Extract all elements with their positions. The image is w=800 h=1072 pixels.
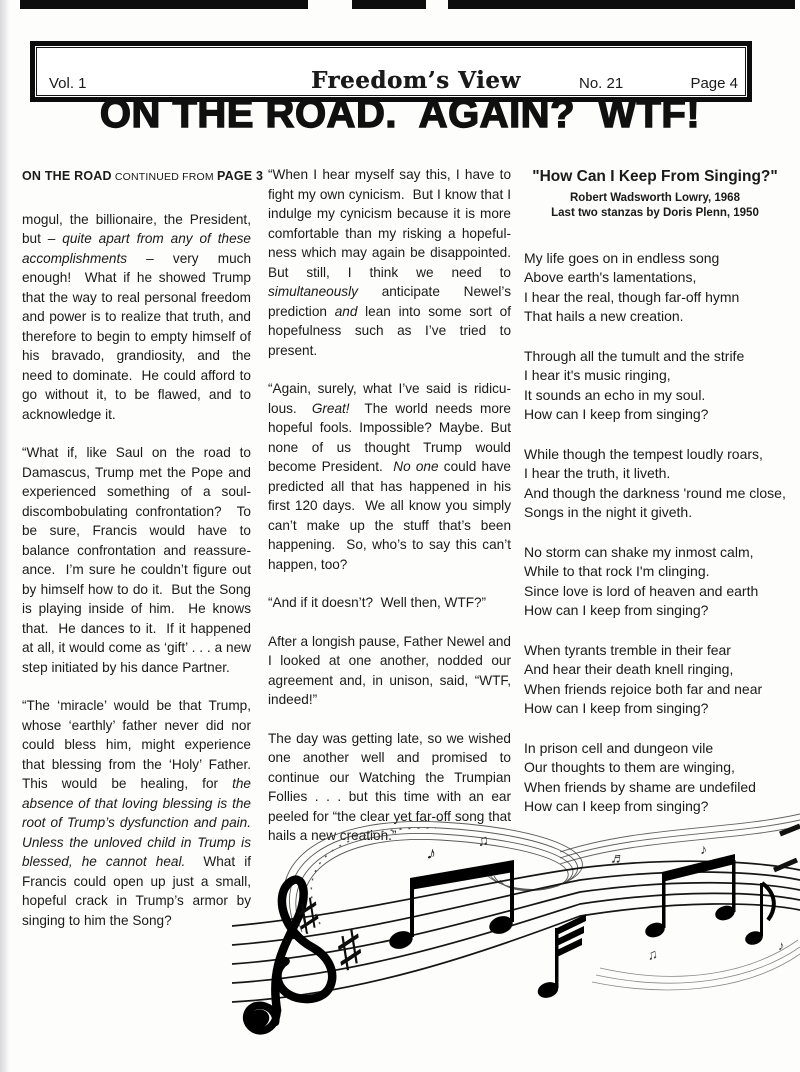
beamed-notes-icon: ♫ [645, 945, 659, 963]
text-run: What if Francis could open up just a small, hopeful crack in Trump’s armor by singing to him the Song? [22, 854, 255, 928]
text-run: The day was getting late, so we wished one another well and promised to continue our Watching the Trumpian Follies . . . but this time with an ear peeled for “the clear yet far-off song that hails a new creation.” [268, 730, 515, 843]
text-run: mogul, the billionaire, the President, but – [22, 211, 255, 246]
music-staff-flourish [180, 808, 800, 1070]
scan-artifact-strip [448, 0, 795, 9]
text-run: “Again, surely, what I’ve said is ridicu-lous. [268, 381, 511, 416]
poem-line: When tyrants tremble in their fear [524, 641, 731, 658]
poem-stanza [524, 739, 786, 817]
treble-clef-icon [245, 880, 332, 1032]
paragraph [22, 210, 255, 425]
issue-label: No. 21 [579, 75, 624, 92]
poem-line: I hear the truth, it liveth. [524, 465, 671, 481]
continuation-article-title: ON THE ROAD [22, 169, 112, 183]
sharp-icon: ♯ [333, 920, 366, 977]
poem-line: Through all the tumult and the strife [524, 347, 745, 364]
continuation-note [22, 167, 264, 188]
eighth-note-icon [536, 914, 586, 1000]
text-run: could have predicted all that has happened in his first 120 days. We all know you simply can’t make up the stuff that’s been happening. So, who’s to say this can’t happen, too? [268, 459, 515, 572]
poem-line: I hear it's music ringing, [524, 367, 671, 383]
text-run: After a longish pause, Father Newel and I looked at one another, nodded our agreement and, in unison, said, “WTF, indeed!” [268, 633, 515, 707]
paragraph [268, 632, 515, 710]
scan-artifact-strip [20, 0, 308, 9]
staff-dotted-accent [311, 828, 439, 924]
text-run: – very much enough! What if he showed Trump that the way to real personal freedom and power is to realize that truth, and therefore to begin to empty himself of his bravado, grandiosity, and the need to dominate. He could afford to go without it, to be flawed, and to acknowledge it. [22, 250, 255, 422]
text-run: “The ‘miracle’ would be that Trump, whose ‘earthly’ father never did nor could bless him, might experience that blessing from the ‘Holy’ Father. This would be healing, for [22, 698, 259, 791]
text-run-italic: No one [393, 459, 439, 474]
poem-line: My life goes on in endless song [524, 249, 720, 266]
poem-line: It sounds an echo in my soul. [524, 386, 706, 403]
poem-stanza [524, 543, 786, 621]
volume-label: Vol. 1 [49, 75, 87, 92]
poem-line: Songs in the night it giveth. [524, 504, 693, 520]
staff-swirl-lower [592, 940, 800, 990]
poem-author: Robert Wadsworth Lowry, 1968 [570, 191, 740, 204]
poem-line: How can I keep from singing? [524, 798, 709, 814]
poem-line: In prison cell and dungeon vile [524, 739, 714, 756]
poem-author-note: Last two stanzas by Doris Plenn, 1950 [551, 207, 759, 219]
headline: ON THE ROAD. AGAIN? WTF! [99, 92, 701, 136]
poem-stanza [524, 347, 786, 425]
poem-line: No storm can shake my inmost calm, [524, 543, 754, 560]
poem-stanza [524, 445, 786, 523]
poem-line: When friends rejoice both far and near [524, 680, 763, 697]
poem-line: I hear the real, though far-off hymn [524, 288, 740, 305]
text-run-italic: simultaneously [268, 284, 358, 299]
paragraph [268, 165, 519, 360]
sharp-icon: ♯ [294, 889, 323, 939]
continuation-text: CONTINUED FROM [111, 171, 217, 183]
beamed-notes-icon [387, 860, 515, 952]
poem-line: Our thoughts to them are winging, [524, 759, 735, 775]
poem-line: While though the tempest loudly roars, [524, 445, 763, 462]
text-run-italic: the absence of that loving blessing is the root of Trump’s dysfunction and pain. Unless the unloved child in Trump is blessed, he cannot heal. [22, 776, 259, 869]
text-run: lean into some sort of hopefulness such as I’ve tried to present. [268, 303, 515, 358]
poem-line: How can I keep from singing? [524, 602, 709, 618]
eighth-note-icon: ♪ [425, 842, 439, 864]
poem-line: How can I keep from singing? [524, 406, 709, 422]
beamed-notes-icon: ♫ [476, 831, 490, 850]
scan-artifact-strip [352, 0, 426, 9]
text-run-italic: and [334, 303, 358, 319]
text-run: “When I hear myself say this, I have to fight my own cynicism. But I know that I indulge my cynicism because it is more comfortable than my risking a hopeful-ness which may again be disappointed. But still, I think we need to [268, 167, 519, 280]
beamed-notes-icon [643, 854, 736, 940]
poem-line: That hails a new creation. [524, 308, 684, 324]
text-run: “What if, like Saul on the road to Damascus, Trump met the Pope and experienced something of a soul-discombobulating confrontation? To be sure, Francis would have to balance confrontation and reassure-ance. I’m sure he couldn’t figure out by himself how to do it. But the Song is playing inside of him. He knows that. He dances to it. If it happened at all, it would come as ‘gift’ . . . a new step initiated by his dance Partner. [22, 445, 255, 675]
poem-stanza [524, 249, 786, 327]
poem-line: When friends by shame are undefiled [524, 778, 756, 795]
poem-line: And though the darkness 'round me close, [524, 484, 786, 501]
note-dash-accent [774, 826, 800, 870]
poem-line: Above earth's lamentations, [524, 269, 697, 285]
text-run-italic: Great! [311, 400, 350, 416]
eighth-note-icon: ♪ [700, 841, 707, 857]
poem-line: How can I keep from singing? [524, 700, 709, 716]
eighth-note-icon [743, 883, 773, 947]
paragraph [268, 379, 515, 574]
page-label: Page 4 [690, 75, 738, 92]
text-run: anticipate Newel’s prediction [268, 284, 515, 319]
masthead-title: Freedom’s View [311, 67, 521, 94]
paragraph [268, 593, 511, 613]
continuation-page-ref: PAGE 3 [216, 169, 264, 183]
poem-attributions [524, 191, 786, 222]
staff-swirl-right-tail [560, 814, 800, 864]
poem-line: While to that rock I'm clinging. [524, 563, 710, 579]
paragraph [22, 443, 255, 677]
poem-title: "How Can I Keep From Singing?" [532, 168, 778, 185]
poem-stanza [524, 641, 786, 719]
poem-line: And hear their death knell ringing, [524, 661, 734, 677]
text-run: “And if it doesn’t? Well then, WTF?” [268, 595, 487, 610]
poem-line: Since love is lord of heaven and earth [524, 582, 759, 599]
eighth-note-icon: ♪ [778, 938, 785, 953]
scan-edge-shading [0, 0, 10, 1072]
beamed-notes-icon: ♬ [609, 849, 627, 869]
text-run-italic: quite apart from any of these accomplishments [22, 231, 255, 266]
text-run: The world needs more hopeful fools. Impossible? Maybe. But none of us thought Trump would become President. [268, 400, 515, 474]
